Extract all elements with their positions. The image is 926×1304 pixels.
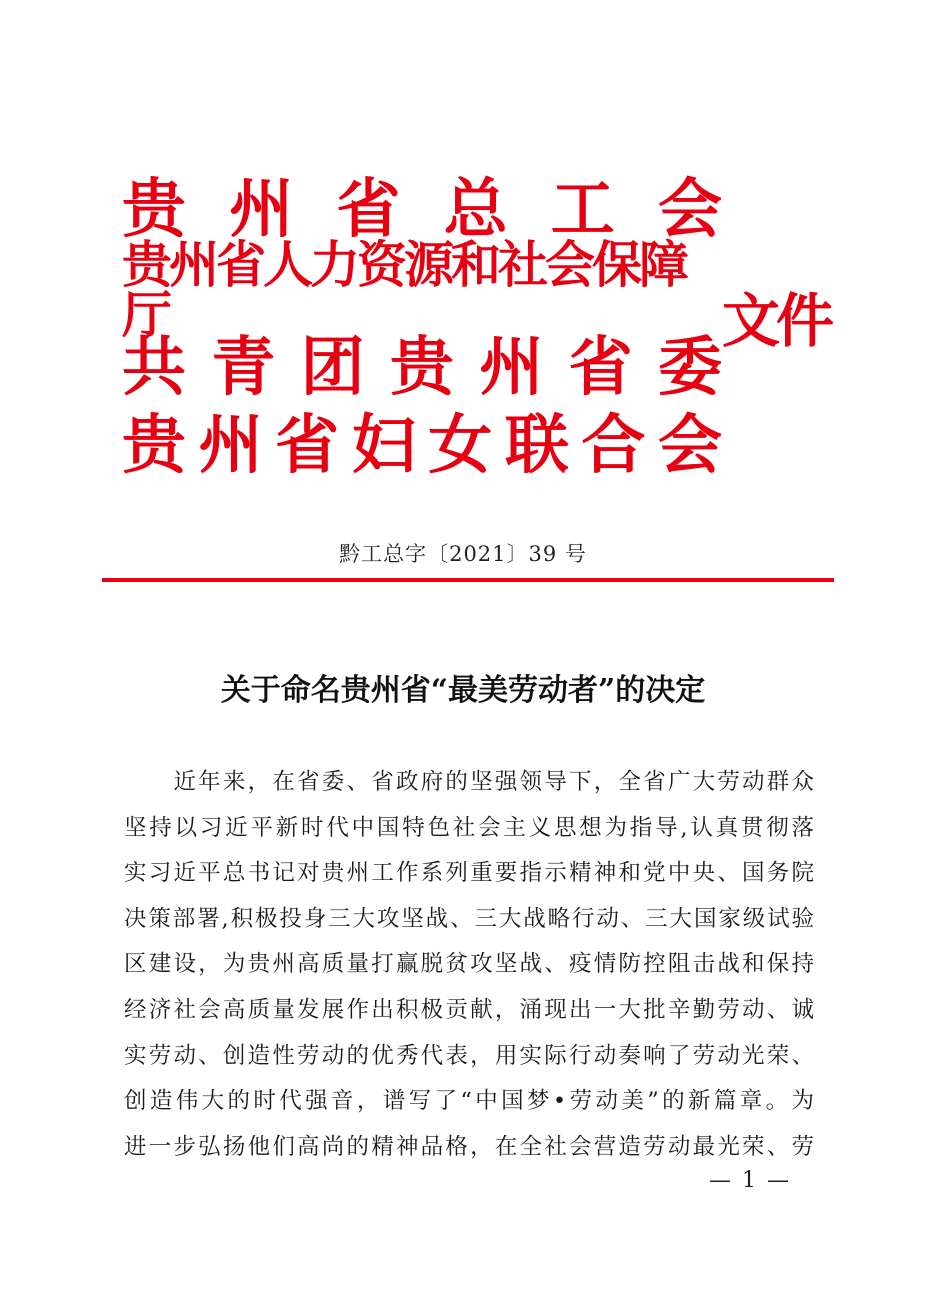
body-line: 实劳动、创造性劳动的优秀代表，用实际行动奏响了劳动光荣、 xyxy=(124,1042,814,1069)
body-paragraph xyxy=(124,760,814,1170)
body-line: 实习近平总书记对贵州工作系列重要指示精神和党中央、国务院 xyxy=(124,860,814,887)
body-line: 区建设，为贵州高质量打赢脱贫攻坚战、疫情防控阻击战和保持 xyxy=(124,951,814,978)
body-line: 创造伟大的时代强音，谱写了“中国梦•劳动美”的新篇章。为 xyxy=(124,1088,814,1115)
document-suffix: 文件 xyxy=(722,287,831,355)
issuer-womens-federation: 贵 州 省 妇 女 联 合 会 xyxy=(122,409,722,483)
document-number: 黔工总字〔2021〕39 号 xyxy=(339,542,587,566)
red-divider-line xyxy=(102,578,834,582)
issuer-provincial-trade-union: 贵 州 省 总 工 会 xyxy=(122,173,722,247)
issuer-human-resources-department: 贵州省人力资源和社会保障厅 xyxy=(122,236,686,344)
body-line: 近年来，在省委、省政府的坚强领导下，全省广大劳动群众 xyxy=(124,769,814,795)
body-line: 进一步弘扬他们高尚的精神品格，在全社会营造劳动最光荣、劳 xyxy=(124,1133,814,1160)
body-line: 决策部署,积极投身三大攻坚战、三大战略行动、三大国家级试验 xyxy=(124,905,814,932)
document-title: 关于命名贵州省“最美劳动者”的决定 xyxy=(220,673,706,708)
body-line: 经济社会高质量发展作出积极贡献，涌现出一大批辛勤劳动、诚 xyxy=(124,996,814,1023)
issuer-youth-league-committee: 共 青 团 贵 州 省 委 xyxy=(122,331,722,405)
body-line: 坚持以习近平新时代中国特色社会主义思想为指导,认真贯彻落 xyxy=(124,814,814,841)
red-header xyxy=(0,0,926,500)
page-number: — 1 — xyxy=(709,1168,791,1193)
